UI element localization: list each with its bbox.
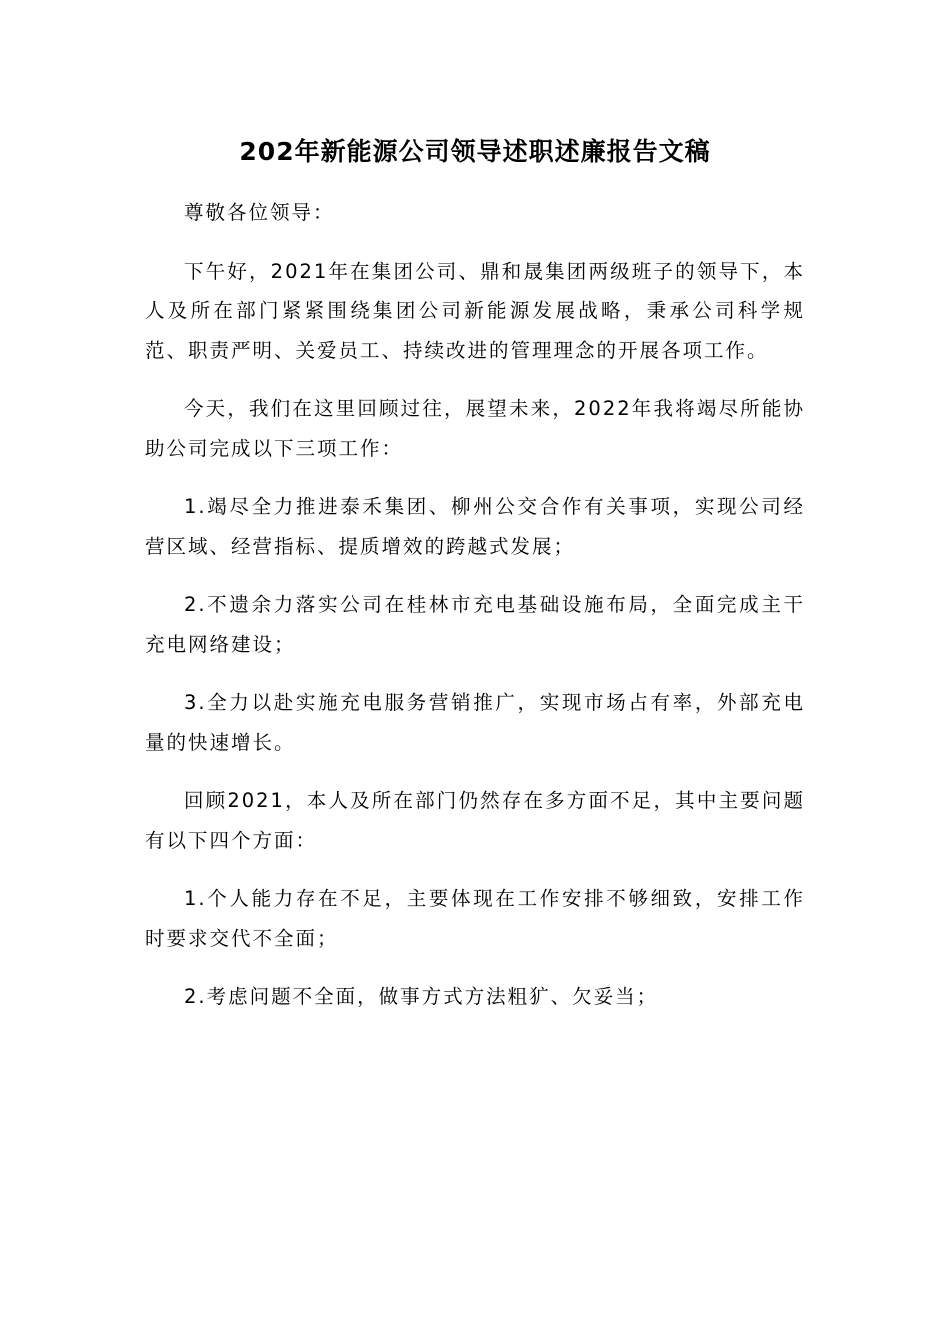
document-title: 202年新能源公司领导述职述廉报告文稿 [239, 137, 711, 166]
salutation-paragraph: 尊敬各位领导： [184, 201, 335, 224]
body-paragraph: 今天，我们在这里回顾过往，展望未来，2022年我将竭尽所能协助公司完成以下三项工作： [145, 397, 805, 460]
list-item-paragraph: 2.考虑问题不全面，做事方式方法粗犷、欠妥当； [184, 985, 659, 1008]
body-paragraph: 回顾2021，本人及所在部门仍然存在多方面不足，其中主要问题有以下四个方面： [145, 789, 805, 852]
list-item-paragraph: 1.竭尽全力推进泰禾集团、柳州公交合作有关事项，实现公司经营区域、经营指标、提质增效的跨越式发展； [145, 495, 805, 558]
list-item-paragraph: 3.全力以赴实施充电服务营销推广，实现市场占有率，外部充电量的快速增长。 [145, 691, 805, 754]
list-item-paragraph: 2.不遗余力落实公司在桂林市充电基础设施布局，全面完成主干充电网络建设； [145, 593, 805, 656]
body-paragraph: 下午好，2021年在集团公司、鼎和晟集团两级班子的领导下，本人及所在部门紧紧围绕集团公司新能源发展战略，秉承公司科学规范、职责严明、关爱员工、持续改进的管理理念的开展各项工作。 [145, 259, 805, 362]
document-body [145, 193, 805, 1036]
list-item-paragraph: 1.个人能力存在不足，主要体现在工作安排不够细致，安排工作时要求交代不全面； [145, 887, 805, 950]
